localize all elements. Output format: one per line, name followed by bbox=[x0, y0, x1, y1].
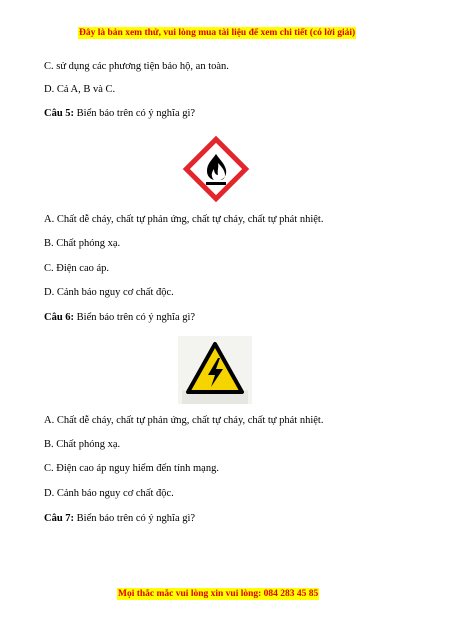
preview-notice-banner: Đây là bản xem thử, vui lòng mua tài liệu để xem chi tiết (có lời giải) bbox=[79, 28, 356, 38]
contact-footer-banner: Mọi thắc mắc vui lòng xin vui lòng: 084 283 45 85 bbox=[118, 589, 319, 599]
option-d-prev-question: D. Cả A, B và C. bbox=[44, 84, 116, 95]
flammable-hazard-icon bbox=[181, 134, 251, 204]
question-6-heading bbox=[44, 311, 195, 325]
question-5-option-b: B. Chất phóng xạ. bbox=[44, 238, 121, 249]
high-voltage-warning-icon bbox=[178, 336, 252, 404]
question-6-option-c: C. Điện cao áp nguy hiểm đến tính mạng. bbox=[44, 463, 219, 474]
question-6-number: Câu 6: bbox=[44, 312, 75, 323]
question-5-option-d: D. Cảnh báo nguy cơ chất độc. bbox=[44, 287, 174, 298]
question-6-text: Biển báo trên có ý nghĩa gì? bbox=[74, 312, 196, 323]
question-6-option-b: B. Chất phóng xạ. bbox=[44, 439, 121, 450]
question-5-option-a: A. Chất dễ cháy, chất tự phản ứng, chất tự cháy, chất tự phát nhiệt. bbox=[44, 214, 324, 225]
question-5-option-c: C. Điện cao áp. bbox=[44, 263, 110, 274]
question-7-text: Biển báo trên có ý nghĩa gì? bbox=[74, 513, 196, 524]
question-5-number: Câu 5: bbox=[44, 108, 75, 119]
question-6-option-a: A. Chất dễ cháy, chất tự phản ứng, chất tự cháy, chất tự phát nhiệt. bbox=[44, 415, 324, 426]
question-5-heading bbox=[44, 107, 195, 121]
question-5-text: Biển báo trên có ý nghĩa gì? bbox=[74, 108, 196, 119]
question-7-number: Câu 7: bbox=[44, 513, 75, 524]
option-c-prev-question: C. sử dụng các phương tiện bảo hộ, an toàn. bbox=[44, 61, 229, 72]
question-6-option-d: D. Cảnh báo nguy cơ chất độc. bbox=[44, 488, 174, 499]
question-7-heading bbox=[44, 512, 195, 526]
